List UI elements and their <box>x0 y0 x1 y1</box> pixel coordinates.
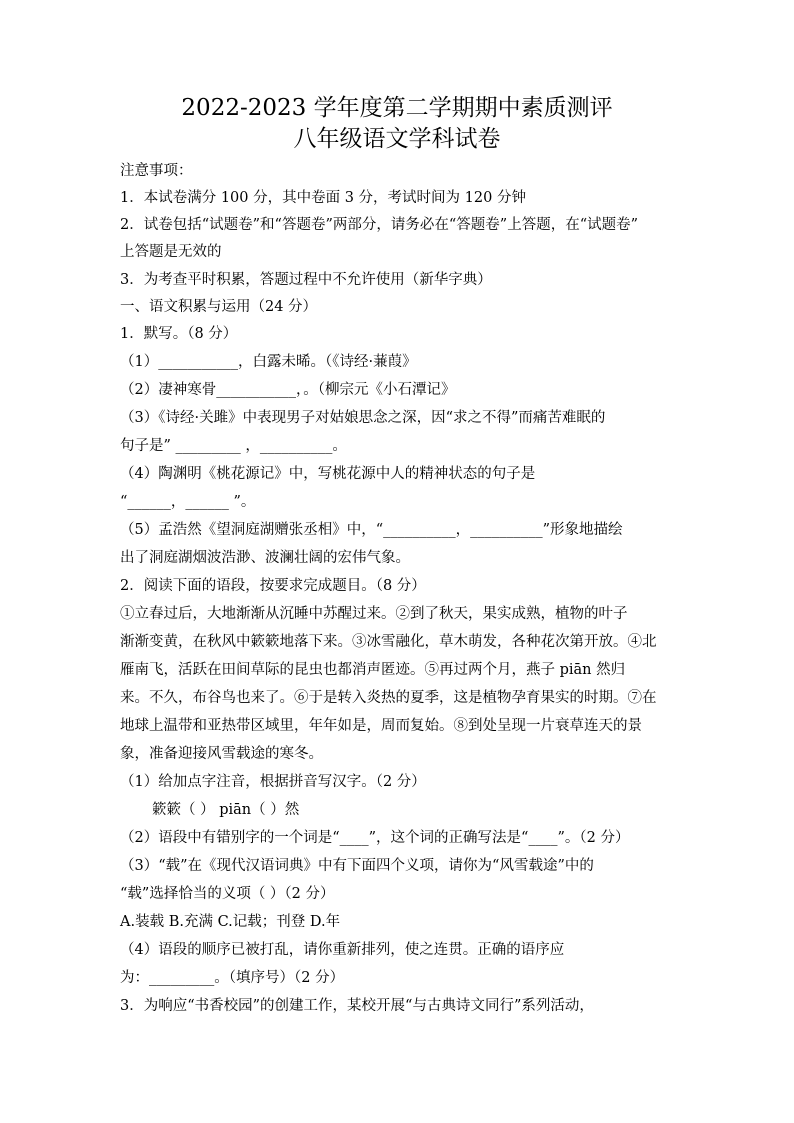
passage-line-1: ①立春过后，大地渐渐从沉睡中苏醒过来。②到了秋天，果实成熟，植物的叶子 <box>120 606 628 622</box>
exam-title: 2022-2023 学年度第二学期期中素质测评 <box>181 95 613 121</box>
question-1-sub-3: （3）《诗经·关雎》中表现男子对姑娘思念之深，因“求之不得”而痛苦难眠的 <box>120 410 606 426</box>
section-heading: 一、语文积累与运用（24 分） <box>120 299 318 315</box>
passage-line-5: 地球上温带和亚热带区域里，年年如是，周而复始。⑧到处呈现一片衰草连天的景 <box>120 718 642 734</box>
exam-subtitle: 八年级语文学科试卷 <box>293 126 501 152</box>
note-item-3: 3．为考查平时积累，答题过程中不允许使用（新华字典） <box>120 272 492 288</box>
passage-line-6: 象，准备迎接风雪载途的寒冬。 <box>120 746 323 762</box>
question-1-title: 1．默写。（8 分） <box>120 326 238 342</box>
question-1-sub-4-cont: “______，______ ”。 <box>120 494 256 510</box>
note-item-1: 1．本试卷满分 100 分，其中卷面 3 分，考试时间为 120 分钟 <box>120 190 526 206</box>
question-2-sub-3-cont: “载”选择恰当的义项（ ）（2 分） <box>120 886 335 902</box>
passage-line-4: 来。不久，布谷鸟也来了。⑥于是转入炎热的夏季，这是植物孕育果实的时期。⑦在 <box>120 690 657 706</box>
question-2-sub-3: （3）“载”在《现代汉语词典》中有下面四个义项，请你为“风雪载途”中的 <box>120 858 594 874</box>
question-1-sub-5: （5）孟浩然《望洞庭湖赠张丞相》中，“__________，__________”形象地描绘 <box>120 522 623 538</box>
passage-line-3: 雁南飞，活跃在田间草际的昆虫也都消声匿迹。⑤再过两个月，燕子 piān 然归 <box>120 662 626 678</box>
question-1-sub-1: （1）___________，白露未晞。（《诗经·蒹葭》 <box>120 354 417 370</box>
question-1-sub-5-cont: 出了洞庭湖烟波浩渺、波澜壮阔的宏伟气象。 <box>120 550 410 566</box>
question-3-title: 3．为响应“书香校园”的创建工作，某校开展“与古典诗文同行”系列活动， <box>120 998 594 1014</box>
question-2-sub-1: （1）给加点字注音，根据拼音写汉字。（2 分） <box>120 774 426 790</box>
question-2-title: 2．阅读下面的语段，按要求完成题目。（8 分） <box>120 578 426 594</box>
question-1-sub-3-cont: 句子是” _________ ，__________。 <box>120 438 347 454</box>
question-2-sub-4: （4）语段的顺序已被打乱，请你重新排列，使之连贯。正确的语序应 <box>120 942 565 958</box>
question-1-sub-2: （2）凄神寒骨___________，。（柳宗元《小石潭记》 <box>120 382 456 398</box>
passage-line-2: 渐渐变黄，在秋风中簌簌地落下来。③冰雪融化，草木萌发，各种花次第开放。④北 <box>120 634 657 650</box>
notes-heading: 注意事项： <box>120 163 193 179</box>
question-1-sub-4: （4）陶渊明《桃花源记》中，写桃花源中人的精神状态的句子是 <box>120 466 536 482</box>
question-2-sub-4-cont: 为：_________。（填序号）（2 分） <box>120 970 345 986</box>
note-item-2: 2．试卷包括“试题卷”和“答题卷”两部分，请务必在“答题卷”上答题，在“试题卷” <box>120 217 639 233</box>
question-2-sub-3-options: A.装载 B.充满 C.记载；刊登 D.年 <box>120 914 341 930</box>
question-2-sub-1-items: 簌簌（ ） piān（ ）然 <box>152 802 300 818</box>
question-2-sub-2: （2）语段中有错别字的一个词是“____”，这个词的正确写法是“____”。（2 分） <box>120 830 630 846</box>
note-item-2-cont: 上答题是无效的 <box>120 244 222 260</box>
